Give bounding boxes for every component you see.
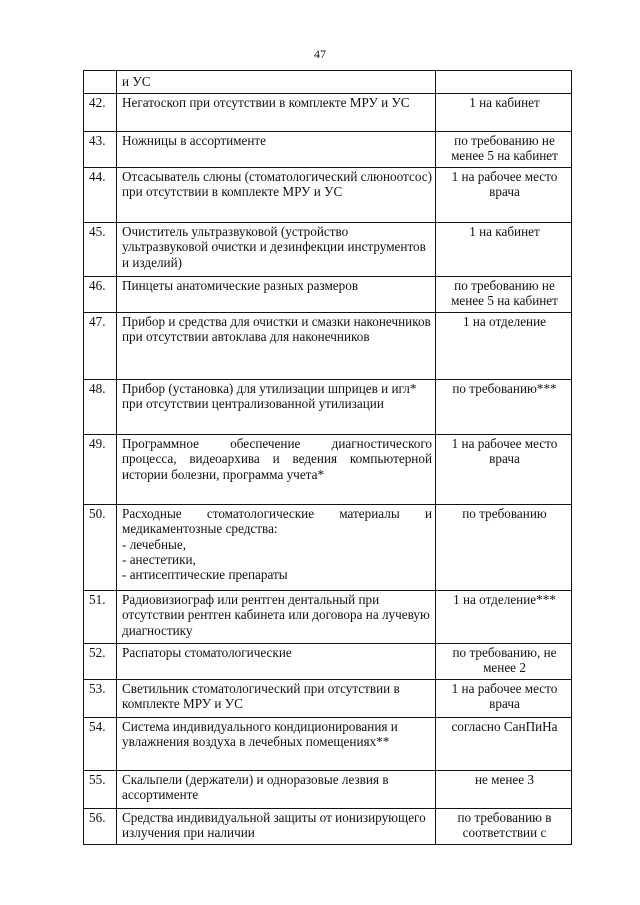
equipment-table xyxy=(83,70,572,845)
row-quantity: 1 на рабочее место врача xyxy=(436,680,572,718)
row-name: и УС xyxy=(117,71,436,94)
row-name: Прибор и средства для очистки и смазки наконечников при отсутствии автоклава для наконечников xyxy=(117,313,436,380)
table-row xyxy=(84,591,572,644)
row-number xyxy=(84,71,117,94)
row-quantity: 1 на рабочее место врача xyxy=(436,168,572,223)
row-quantity: согласно СанПиНа xyxy=(436,718,572,771)
list-item: - лечебные, xyxy=(122,536,187,552)
row-name: Скальпели (держатели) и одноразовые лезвия в ассортименте xyxy=(117,771,436,809)
row-name: Негатоскоп при отсутствии в комплекте МРУ и УС xyxy=(117,94,436,132)
row-number: 53. xyxy=(84,680,117,718)
table-row xyxy=(84,505,572,591)
row-quantity: по требованию, не менее 2 xyxy=(436,644,572,680)
row-quantity xyxy=(436,71,572,94)
table-row xyxy=(84,380,572,435)
row-number: 48. xyxy=(84,380,117,435)
row-quantity: по требованию xyxy=(436,505,572,591)
row-number: 55. xyxy=(84,771,117,809)
row-name: Ножницы в ассортименте xyxy=(117,132,436,168)
row-number: 51. xyxy=(84,591,117,644)
row-number: 44. xyxy=(84,168,117,223)
row-quantity: 1 на отделение xyxy=(436,313,572,380)
row-number: 56. xyxy=(84,809,117,845)
row-quantity: 1 на кабинет xyxy=(436,94,572,132)
table-row xyxy=(84,132,572,168)
row-name: Распаторы стоматологические xyxy=(117,644,436,680)
row-name: Средства индивидуальной защиты от ионизирующего излучения при наличии xyxy=(117,809,436,845)
table-row xyxy=(84,771,572,809)
row-number: 42. xyxy=(84,94,117,132)
table-row xyxy=(84,435,572,505)
page-number: 47 xyxy=(314,47,326,61)
row-name: Очиститель ультразвуковой (устройство ультразвуковой очистки и дезинфекции инструментов и изделий) xyxy=(117,223,436,277)
table-row xyxy=(84,680,572,718)
table-row xyxy=(84,71,572,94)
row-number: 54. xyxy=(84,718,117,771)
table-row xyxy=(84,94,572,132)
row-name-cell xyxy=(117,505,436,591)
row-name: Радиовизиограф или рентген дентальный при отсутствии рентген кабинета или договора на лучевую диагностику xyxy=(117,591,436,644)
row-name: Расходные стоматологические материалы и медикаментозные средства: xyxy=(122,506,432,537)
list-item: - антисептические препараты xyxy=(122,567,288,583)
table-row xyxy=(84,168,572,223)
row-quantity: 1 на рабочее место врача xyxy=(436,435,572,505)
table-row xyxy=(84,223,572,277)
row-number: 49. xyxy=(84,435,117,505)
table-row xyxy=(84,809,572,845)
row-name: Система индивидуального кондиционирования и увлажнения воздуха в лечебных помещениях** xyxy=(117,718,436,771)
row-number: 52. xyxy=(84,644,117,680)
list-item: - анестетики, xyxy=(122,551,196,567)
row-number: 50. xyxy=(84,505,117,591)
row-number: 45. xyxy=(84,223,117,277)
row-quantity: по требованию в соответствии с xyxy=(436,809,572,845)
row-number: 43. xyxy=(84,132,117,168)
row-name: Светильник стоматологический при отсутствии в комплекте МРУ и УС xyxy=(117,680,436,718)
row-quantity: не менее 3 xyxy=(436,771,572,809)
table-row xyxy=(84,718,572,771)
row-name: Отсасыватель слюны (стоматологический слюноотсос) при отсутствии в комплекте МРУ и УС xyxy=(117,168,436,223)
row-name: Программное обеспечение диагностического процесса, видеоархива и ведения компьютерной истории болезни, программа учета* xyxy=(117,435,436,505)
table-row xyxy=(84,644,572,680)
table-row xyxy=(84,277,572,313)
row-number: 46. xyxy=(84,277,117,313)
row-number: 47. xyxy=(84,313,117,380)
table-row xyxy=(84,313,572,380)
row-name: Прибор (установка) для утилизации шприцев и игл* при отсутствии централизованной утилизации xyxy=(117,380,436,435)
row-name: Пинцеты анатомические разных размеров xyxy=(117,277,436,313)
row-quantity: по требованию*** xyxy=(436,380,572,435)
row-quantity: 1 на отделение*** xyxy=(436,591,572,644)
row-quantity: по требованию не менее 5 на кабинет xyxy=(436,132,572,168)
row-quantity: 1 на кабинет xyxy=(436,223,572,277)
row-quantity: по требованию не менее 5 на кабинет xyxy=(436,277,572,313)
